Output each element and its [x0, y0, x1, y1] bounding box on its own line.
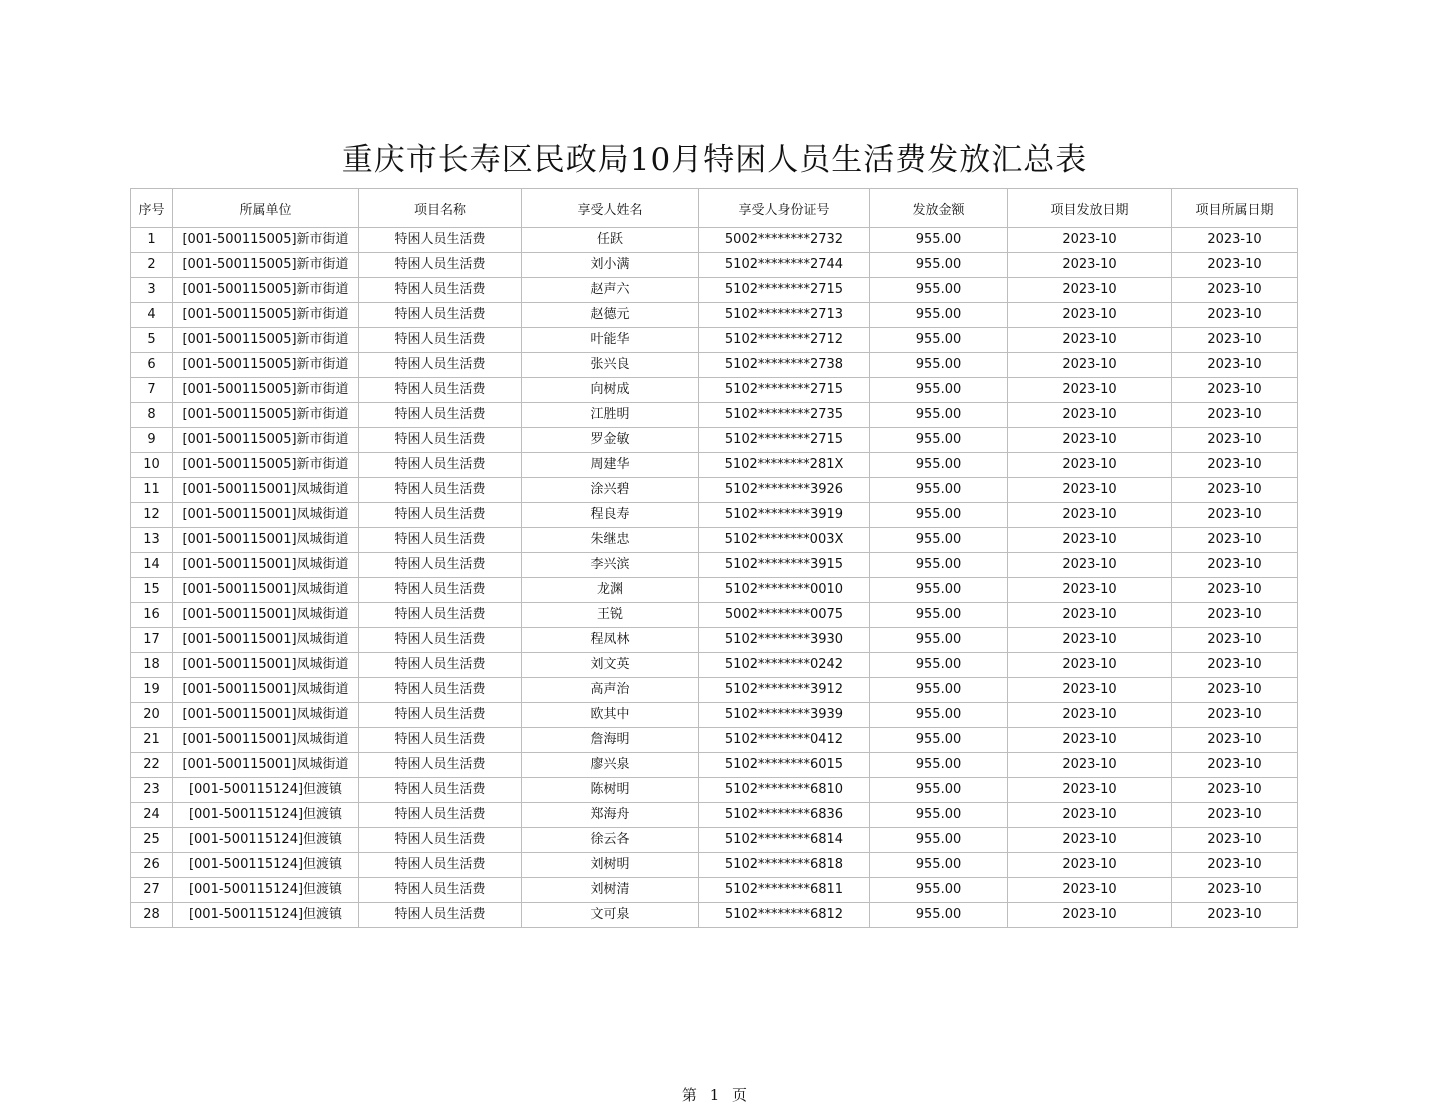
cell-index: 16 — [131, 603, 173, 628]
cell-id-number: 5102********003X — [699, 528, 870, 553]
col-header-payment-date: 项目发放日期 — [1008, 189, 1172, 228]
cell-project: 特困人员生活费 — [359, 228, 522, 253]
table-row — [131, 303, 1298, 328]
cell-payment-date: 2023-10 — [1008, 753, 1172, 778]
cell-payment-date: 2023-10 — [1008, 653, 1172, 678]
cell-index: 23 — [131, 778, 173, 803]
page-number: 1 — [709, 1086, 720, 1104]
cell-period-date: 2023-10 — [1172, 703, 1298, 728]
cell-amount: 955.00 — [870, 728, 1008, 753]
cell-recipient-name: 程凤林 — [522, 628, 699, 653]
cell-id-number: 5102********3915 — [699, 553, 870, 578]
cell-unit: [001-500115001]凤城街道 — [173, 678, 359, 703]
cell-amount: 955.00 — [870, 753, 1008, 778]
cell-period-date: 2023-10 — [1172, 328, 1298, 353]
cell-index: 14 — [131, 553, 173, 578]
table-row — [131, 878, 1298, 903]
cell-period-date: 2023-10 — [1172, 678, 1298, 703]
cell-amount: 955.00 — [870, 603, 1008, 628]
cell-recipient-name: 赵德元 — [522, 303, 699, 328]
cell-period-date: 2023-10 — [1172, 378, 1298, 403]
cell-amount: 955.00 — [870, 828, 1008, 853]
cell-index: 3 — [131, 278, 173, 303]
cell-id-number: 5002********2732 — [699, 228, 870, 253]
cell-recipient-name: 高声治 — [522, 678, 699, 703]
cell-amount: 955.00 — [870, 678, 1008, 703]
cell-index: 20 — [131, 703, 173, 728]
cell-project: 特困人员生活费 — [359, 753, 522, 778]
table-row — [131, 478, 1298, 503]
cell-recipient-name: 陈树明 — [522, 778, 699, 803]
summary-table — [130, 188, 1298, 928]
cell-project: 特困人员生活费 — [359, 678, 522, 703]
cell-index: 28 — [131, 903, 173, 928]
cell-index: 12 — [131, 503, 173, 528]
cell-recipient-name: 程良寿 — [522, 503, 699, 528]
cell-unit: [001-500115005]新市街道 — [173, 278, 359, 303]
cell-recipient-name: 任跃 — [522, 228, 699, 253]
cell-payment-date: 2023-10 — [1008, 228, 1172, 253]
cell-payment-date: 2023-10 — [1008, 878, 1172, 903]
cell-id-number: 5102********0010 — [699, 578, 870, 603]
table-row — [131, 253, 1298, 278]
cell-payment-date: 2023-10 — [1008, 778, 1172, 803]
cell-id-number: 5102********2715 — [699, 278, 870, 303]
col-header-project: 项目名称 — [359, 189, 522, 228]
cell-index: 21 — [131, 728, 173, 753]
cell-unit: [001-500115124]但渡镇 — [173, 778, 359, 803]
cell-payment-date: 2023-10 — [1008, 328, 1172, 353]
table-row — [131, 403, 1298, 428]
cell-project: 特困人员生活费 — [359, 528, 522, 553]
cell-recipient-name: 周建华 — [522, 453, 699, 478]
cell-id-number: 5102********3939 — [699, 703, 870, 728]
cell-period-date: 2023-10 — [1172, 753, 1298, 778]
cell-unit: [001-500115005]新市街道 — [173, 228, 359, 253]
cell-project: 特困人员生活费 — [359, 553, 522, 578]
table-header-row — [131, 189, 1298, 228]
cell-period-date: 2023-10 — [1172, 578, 1298, 603]
cell-amount: 955.00 — [870, 878, 1008, 903]
cell-recipient-name: 赵声六 — [522, 278, 699, 303]
cell-payment-date: 2023-10 — [1008, 453, 1172, 478]
table-row — [131, 853, 1298, 878]
cell-recipient-name: 李兴滨 — [522, 553, 699, 578]
cell-project: 特困人员生活费 — [359, 728, 522, 753]
cell-unit: [001-500115124]但渡镇 — [173, 828, 359, 853]
cell-project: 特困人员生活费 — [359, 778, 522, 803]
cell-period-date: 2023-10 — [1172, 603, 1298, 628]
cell-payment-date: 2023-10 — [1008, 553, 1172, 578]
cell-id-number: 5102********3912 — [699, 678, 870, 703]
cell-id-number: 5102********2712 — [699, 328, 870, 353]
cell-unit: [001-500115001]凤城街道 — [173, 653, 359, 678]
cell-index: 25 — [131, 828, 173, 853]
cell-project: 特困人员生活费 — [359, 628, 522, 653]
table-row — [131, 903, 1298, 928]
cell-payment-date: 2023-10 — [1008, 428, 1172, 453]
cell-id-number: 5102********2715 — [699, 428, 870, 453]
cell-recipient-name: 廖兴泉 — [522, 753, 699, 778]
table-body — [131, 228, 1298, 928]
cell-project: 特困人员生活费 — [359, 378, 522, 403]
table-row — [131, 703, 1298, 728]
cell-unit: [001-500115001]凤城街道 — [173, 728, 359, 753]
cell-unit: [001-500115124]但渡镇 — [173, 853, 359, 878]
table-row — [131, 228, 1298, 253]
cell-id-number: 5102********2738 — [699, 353, 870, 378]
cell-payment-date: 2023-10 — [1008, 578, 1172, 603]
table-row — [131, 353, 1298, 378]
cell-project: 特困人员生活费 — [359, 853, 522, 878]
cell-id-number: 5102********6812 — [699, 903, 870, 928]
cell-project: 特困人员生活费 — [359, 878, 522, 903]
cell-project: 特困人员生活费 — [359, 903, 522, 928]
cell-unit: [001-500115001]凤城街道 — [173, 603, 359, 628]
cell-recipient-name: 刘树清 — [522, 878, 699, 903]
cell-amount: 955.00 — [870, 503, 1008, 528]
cell-payment-date: 2023-10 — [1008, 903, 1172, 928]
cell-payment-date: 2023-10 — [1008, 728, 1172, 753]
page-title: 重庆市长寿区民政局10月特困人员生活费发放汇总表 — [341, 142, 1088, 178]
cell-recipient-name: 朱继忠 — [522, 528, 699, 553]
cell-unit: [001-500115001]凤城街道 — [173, 528, 359, 553]
cell-payment-date: 2023-10 — [1008, 703, 1172, 728]
table-row — [131, 603, 1298, 628]
cell-period-date: 2023-10 — [1172, 628, 1298, 653]
cell-unit: [001-500115005]新市街道 — [173, 428, 359, 453]
cell-index: 17 — [131, 628, 173, 653]
cell-id-number: 5102********6818 — [699, 853, 870, 878]
cell-id-number: 5102********6810 — [699, 778, 870, 803]
cell-project: 特困人员生活费 — [359, 453, 522, 478]
cell-unit: [001-500115124]但渡镇 — [173, 878, 359, 903]
cell-unit: [001-500115005]新市街道 — [173, 353, 359, 378]
cell-payment-date: 2023-10 — [1008, 803, 1172, 828]
cell-id-number: 5102********2713 — [699, 303, 870, 328]
cell-amount: 955.00 — [870, 253, 1008, 278]
cell-unit: [001-500115001]凤城街道 — [173, 753, 359, 778]
cell-amount: 955.00 — [870, 453, 1008, 478]
cell-payment-date: 2023-10 — [1008, 528, 1172, 553]
cell-unit: [001-500115005]新市街道 — [173, 253, 359, 278]
cell-index: 11 — [131, 478, 173, 503]
cell-recipient-name: 文可泉 — [522, 903, 699, 928]
cell-index: 15 — [131, 578, 173, 603]
cell-payment-date: 2023-10 — [1008, 403, 1172, 428]
table-row — [131, 778, 1298, 803]
cell-unit: [001-500115124]但渡镇 — [173, 803, 359, 828]
cell-index: 7 — [131, 378, 173, 403]
col-header-recipient-name: 享受人姓名 — [522, 189, 699, 228]
cell-recipient-name: 江胜明 — [522, 403, 699, 428]
col-header-index: 序号 — [131, 189, 173, 228]
cell-payment-date: 2023-10 — [1008, 253, 1172, 278]
cell-period-date: 2023-10 — [1172, 403, 1298, 428]
footer-suffix: 页 — [732, 1086, 748, 1104]
cell-period-date: 2023-10 — [1172, 878, 1298, 903]
cell-period-date: 2023-10 — [1172, 428, 1298, 453]
cell-id-number: 5102********6811 — [699, 878, 870, 903]
cell-period-date: 2023-10 — [1172, 803, 1298, 828]
cell-project: 特困人员生活费 — [359, 278, 522, 303]
cell-recipient-name: 刘树明 — [522, 853, 699, 878]
cell-recipient-name: 向树成 — [522, 378, 699, 403]
cell-id-number: 5102********0242 — [699, 653, 870, 678]
cell-id-number: 5102********6836 — [699, 803, 870, 828]
cell-id-number: 5102********3926 — [699, 478, 870, 503]
cell-project: 特困人员生活费 — [359, 503, 522, 528]
cell-id-number: 5102********3919 — [699, 503, 870, 528]
cell-project: 特困人员生活费 — [359, 703, 522, 728]
cell-period-date: 2023-10 — [1172, 728, 1298, 753]
cell-project: 特困人员生活费 — [359, 328, 522, 353]
cell-amount: 955.00 — [870, 478, 1008, 503]
cell-index: 24 — [131, 803, 173, 828]
cell-index: 22 — [131, 753, 173, 778]
cell-project: 特困人员生活费 — [359, 353, 522, 378]
cell-period-date: 2023-10 — [1172, 278, 1298, 303]
cell-index: 18 — [131, 653, 173, 678]
table-row — [131, 503, 1298, 528]
col-header-period-date: 项目所属日期 — [1172, 189, 1298, 228]
table-row — [131, 378, 1298, 403]
table-row — [131, 553, 1298, 578]
cell-period-date: 2023-10 — [1172, 828, 1298, 853]
cell-period-date: 2023-10 — [1172, 903, 1298, 928]
cell-id-number: 5102********0412 — [699, 728, 870, 753]
cell-project: 特困人员生活费 — [359, 253, 522, 278]
cell-recipient-name: 詹海明 — [522, 728, 699, 753]
cell-index: 13 — [131, 528, 173, 553]
cell-amount: 955.00 — [870, 653, 1008, 678]
table-row — [131, 428, 1298, 453]
cell-period-date: 2023-10 — [1172, 253, 1298, 278]
cell-recipient-name: 徐云各 — [522, 828, 699, 853]
cell-index: 1 — [131, 228, 173, 253]
cell-unit: [001-500115124]但渡镇 — [173, 903, 359, 928]
col-header-amount: 发放金额 — [870, 189, 1008, 228]
cell-amount: 955.00 — [870, 578, 1008, 603]
cell-payment-date: 2023-10 — [1008, 503, 1172, 528]
cell-payment-date: 2023-10 — [1008, 378, 1172, 403]
table-row — [131, 803, 1298, 828]
cell-amount: 955.00 — [870, 403, 1008, 428]
cell-amount: 955.00 — [870, 278, 1008, 303]
cell-period-date: 2023-10 — [1172, 553, 1298, 578]
cell-payment-date: 2023-10 — [1008, 853, 1172, 878]
col-header-unit: 所属单位 — [173, 189, 359, 228]
cell-period-date: 2023-10 — [1172, 503, 1298, 528]
cell-period-date: 2023-10 — [1172, 778, 1298, 803]
cell-amount: 955.00 — [870, 803, 1008, 828]
table-row — [131, 278, 1298, 303]
cell-payment-date: 2023-10 — [1008, 278, 1172, 303]
cell-payment-date: 2023-10 — [1008, 603, 1172, 628]
cell-amount: 955.00 — [870, 303, 1008, 328]
cell-id-number: 5102********281X — [699, 453, 870, 478]
cell-unit: [001-500115001]凤城街道 — [173, 478, 359, 503]
table-row — [131, 678, 1298, 703]
table-row — [131, 453, 1298, 478]
cell-unit: [001-500115005]新市街道 — [173, 453, 359, 478]
cell-unit: [001-500115005]新市街道 — [173, 328, 359, 353]
cell-project: 特困人员生活费 — [359, 653, 522, 678]
cell-payment-date: 2023-10 — [1008, 678, 1172, 703]
cell-recipient-name: 涂兴碧 — [522, 478, 699, 503]
cell-project: 特困人员生活费 — [359, 428, 522, 453]
cell-amount: 955.00 — [870, 228, 1008, 253]
table-row — [131, 628, 1298, 653]
cell-amount: 955.00 — [870, 378, 1008, 403]
col-header-id-number: 享受人身份证号 — [699, 189, 870, 228]
table-row — [131, 653, 1298, 678]
cell-index: 27 — [131, 878, 173, 903]
cell-unit: [001-500115005]新市街道 — [173, 403, 359, 428]
cell-project: 特困人员生活费 — [359, 803, 522, 828]
cell-period-date: 2023-10 — [1172, 303, 1298, 328]
cell-amount: 955.00 — [870, 853, 1008, 878]
cell-index: 5 — [131, 328, 173, 353]
table-row — [131, 828, 1298, 853]
page-footer — [0, 1084, 1429, 1105]
cell-index: 6 — [131, 353, 173, 378]
table-row — [131, 578, 1298, 603]
table-row — [131, 528, 1298, 553]
cell-period-date: 2023-10 — [1172, 853, 1298, 878]
cell-recipient-name: 罗金敏 — [522, 428, 699, 453]
cell-index: 8 — [131, 403, 173, 428]
cell-period-date: 2023-10 — [1172, 353, 1298, 378]
cell-amount: 955.00 — [870, 903, 1008, 928]
cell-amount: 955.00 — [870, 703, 1008, 728]
cell-recipient-name: 刘小满 — [522, 253, 699, 278]
cell-amount: 955.00 — [870, 528, 1008, 553]
cell-project: 特困人员生活费 — [359, 828, 522, 853]
cell-index: 9 — [131, 428, 173, 453]
cell-id-number: 5102********2744 — [699, 253, 870, 278]
cell-recipient-name: 刘文英 — [522, 653, 699, 678]
cell-index: 4 — [131, 303, 173, 328]
cell-index: 10 — [131, 453, 173, 478]
cell-amount: 955.00 — [870, 428, 1008, 453]
cell-id-number: 5102********2735 — [699, 403, 870, 428]
cell-amount: 955.00 — [870, 553, 1008, 578]
cell-project: 特困人员生活费 — [359, 403, 522, 428]
cell-payment-date: 2023-10 — [1008, 628, 1172, 653]
cell-project: 特困人员生活费 — [359, 478, 522, 503]
cell-payment-date: 2023-10 — [1008, 828, 1172, 853]
cell-recipient-name: 郑海舟 — [522, 803, 699, 828]
cell-index: 2 — [131, 253, 173, 278]
cell-recipient-name: 龙渊 — [522, 578, 699, 603]
cell-period-date: 2023-10 — [1172, 453, 1298, 478]
cell-period-date: 2023-10 — [1172, 478, 1298, 503]
cell-id-number: 5102********6015 — [699, 753, 870, 778]
table-row — [131, 328, 1298, 353]
cell-unit: [001-500115005]新市街道 — [173, 303, 359, 328]
cell-unit: [001-500115005]新市街道 — [173, 378, 359, 403]
cell-unit: [001-500115001]凤城街道 — [173, 553, 359, 578]
cell-amount: 955.00 — [870, 328, 1008, 353]
cell-amount: 955.00 — [870, 353, 1008, 378]
table-row — [131, 753, 1298, 778]
cell-unit: [001-500115001]凤城街道 — [173, 503, 359, 528]
cell-payment-date: 2023-10 — [1008, 353, 1172, 378]
cell-id-number: 5102********3930 — [699, 628, 870, 653]
cell-unit: [001-500115001]凤城街道 — [173, 703, 359, 728]
cell-project: 特困人员生活费 — [359, 303, 522, 328]
cell-recipient-name: 王锐 — [522, 603, 699, 628]
cell-amount: 955.00 — [870, 778, 1008, 803]
cell-period-date: 2023-10 — [1172, 528, 1298, 553]
cell-amount: 955.00 — [870, 628, 1008, 653]
cell-id-number: 5102********2715 — [699, 378, 870, 403]
footer-prefix: 第 — [681, 1086, 697, 1104]
table-row — [131, 728, 1298, 753]
cell-payment-date: 2023-10 — [1008, 478, 1172, 503]
cell-project: 特困人员生活费 — [359, 578, 522, 603]
cell-period-date: 2023-10 — [1172, 653, 1298, 678]
cell-id-number: 5102********6814 — [699, 828, 870, 853]
cell-id-number: 5002********0075 — [699, 603, 870, 628]
cell-index: 26 — [131, 853, 173, 878]
cell-unit: [001-500115001]凤城街道 — [173, 628, 359, 653]
cell-recipient-name: 欧其中 — [522, 703, 699, 728]
cell-period-date: 2023-10 — [1172, 228, 1298, 253]
cell-recipient-name: 叶能华 — [522, 328, 699, 353]
cell-index: 19 — [131, 678, 173, 703]
cell-payment-date: 2023-10 — [1008, 303, 1172, 328]
cell-unit: [001-500115001]凤城街道 — [173, 578, 359, 603]
cell-recipient-name: 张兴良 — [522, 353, 699, 378]
cell-project: 特困人员生活费 — [359, 603, 522, 628]
